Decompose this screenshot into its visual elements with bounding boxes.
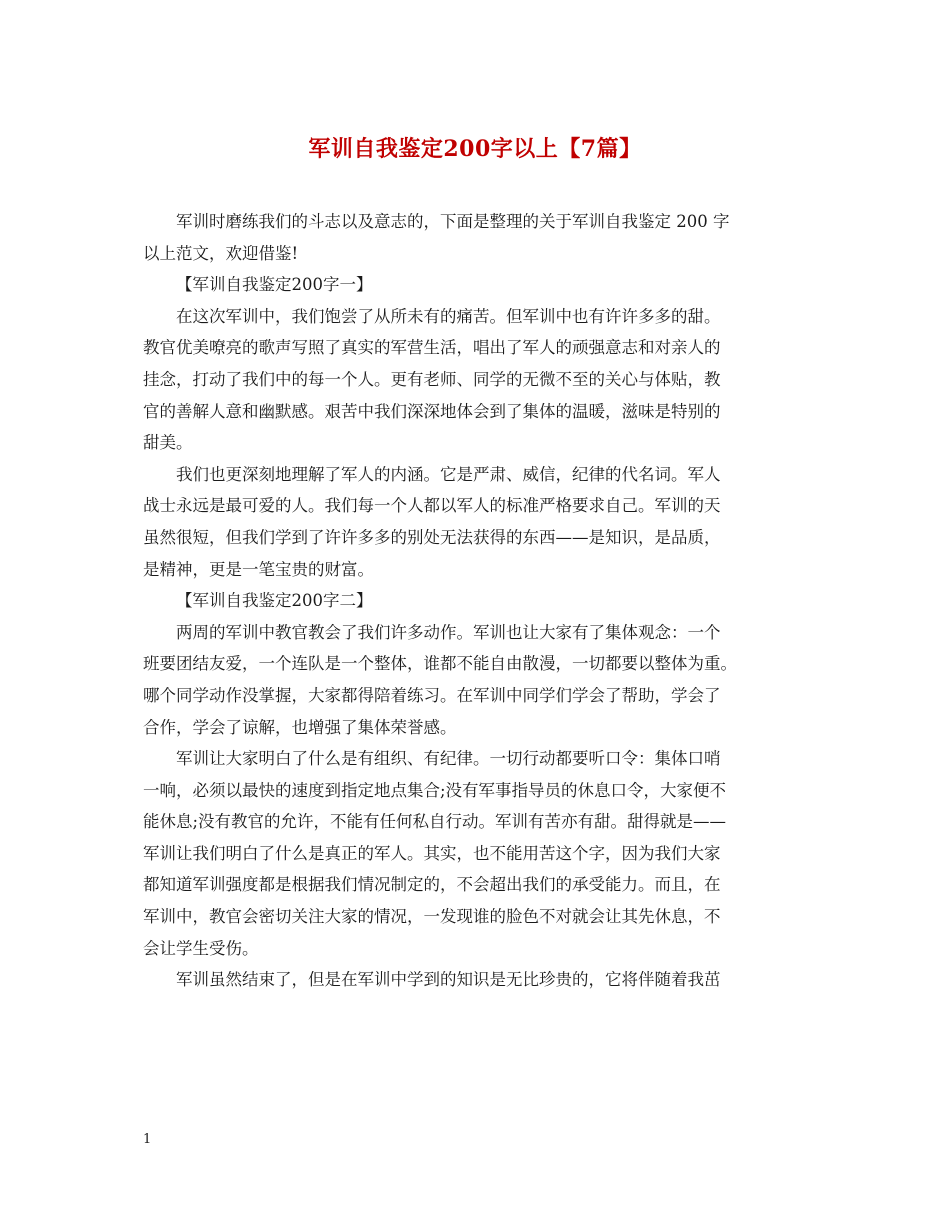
text-line: 一响，必须以最快的速度到指定地点集合;没有军事指导员的休息口令，大家便不 <box>143 780 727 800</box>
text-line: 【军训自我鉴定200字一】 <box>176 275 373 295</box>
text-line: 军训时磨练我们的斗志以及意志的，下面是整理的关于军训自我鉴定 200 字 <box>176 212 730 231</box>
text-line: 两周的军训中教官教会了我们许多动作。军训也让大家有了集体观念：一个 <box>176 622 721 642</box>
text-line: 教官优美嘹亮的歌声写照了真实的军营生活，唱出了军人的顽强意志和对亲人的 <box>143 338 721 358</box>
text-line: 在这次军训中，我们饱尝了从所未有的痛苦。但军训中也有许许多多的甜。 <box>176 306 721 326</box>
text-line: 能休息;没有教官的允许，不能有任何私自行动。军训有苦亦有甜。甜得就是—— <box>143 812 727 832</box>
paragraph <box>143 301 813 459</box>
text-line: 【军训自我鉴定200字二】 <box>176 591 373 611</box>
text-line: 军训中，教官会密切关注大家的情况，一发现谁的脸色不对就会让其先休息，不 <box>143 907 721 927</box>
document-title: 军训自我鉴定200字以上【7篇】 <box>308 136 642 162</box>
text-line: 以上范文，欢迎借鉴! <box>143 243 299 263</box>
text-line: 军训让我们明白了什么是真正的军人。其实，也不能用苦这个字，因为我们大家 <box>143 843 721 863</box>
paragraph <box>143 743 813 964</box>
text-line: 甜美。 <box>143 433 193 453</box>
paragraph <box>143 269 813 301</box>
text-line: 哪个同学动作没掌握，大家都得陪着练习。在军训中同学们学会了帮助，学会了 <box>143 685 721 705</box>
text-line: 军训让大家明白了什么是有组织、有纪律。一切行动都要听口令：集体口哨 <box>176 749 721 769</box>
text-line: 是精神，更是一笔宝贵的财富。 <box>143 559 374 579</box>
text-line: 都知道军训强度都是根据我们情况制定的，不会超出我们的承受能力。而且，在 <box>143 875 721 895</box>
text-line: 合作，学会了谅解，也增强了集体荣誉感。 <box>143 717 457 737</box>
text-line: 战士永远是最可爱的人。我们每一个人都以军人的标准严格要求自己。军训的天 <box>143 496 721 516</box>
paragraph <box>143 585 813 617</box>
text-line: 会让学生受伤。 <box>143 938 259 958</box>
text-line: 军训虽然结束了，但是在军训中学到的知识是无比珍贵的，它将伴随着我茁 <box>176 970 721 990</box>
page-number: 1 <box>143 1132 152 1147</box>
paragraph <box>143 459 813 585</box>
document-body <box>143 206 813 996</box>
paragraph <box>143 617 813 743</box>
text-line: 挂念，打动了我们中的每一个人。更有老师、同学的无微不至的关心与体贴，教 <box>143 369 721 389</box>
text-line: 我们也更深刻地理解了军人的内涵。它是严肃、威信，纪律的代名词。军人 <box>176 464 721 484</box>
text-line: 虽然很短，但我们学到了许许多多的别处无法获得的东西——是知识，是品质， <box>143 527 721 547</box>
text-line: 官的善解人意和幽默感。艰苦中我们深深地体会到了集体的温暖，滋味是特别的 <box>143 401 721 421</box>
paragraph <box>143 206 813 269</box>
paragraph <box>143 964 813 996</box>
text-line: 班要团结友爱，一个连队是一个整体，谁都不能自由散漫，一切都要以整体为重。 <box>143 654 737 674</box>
